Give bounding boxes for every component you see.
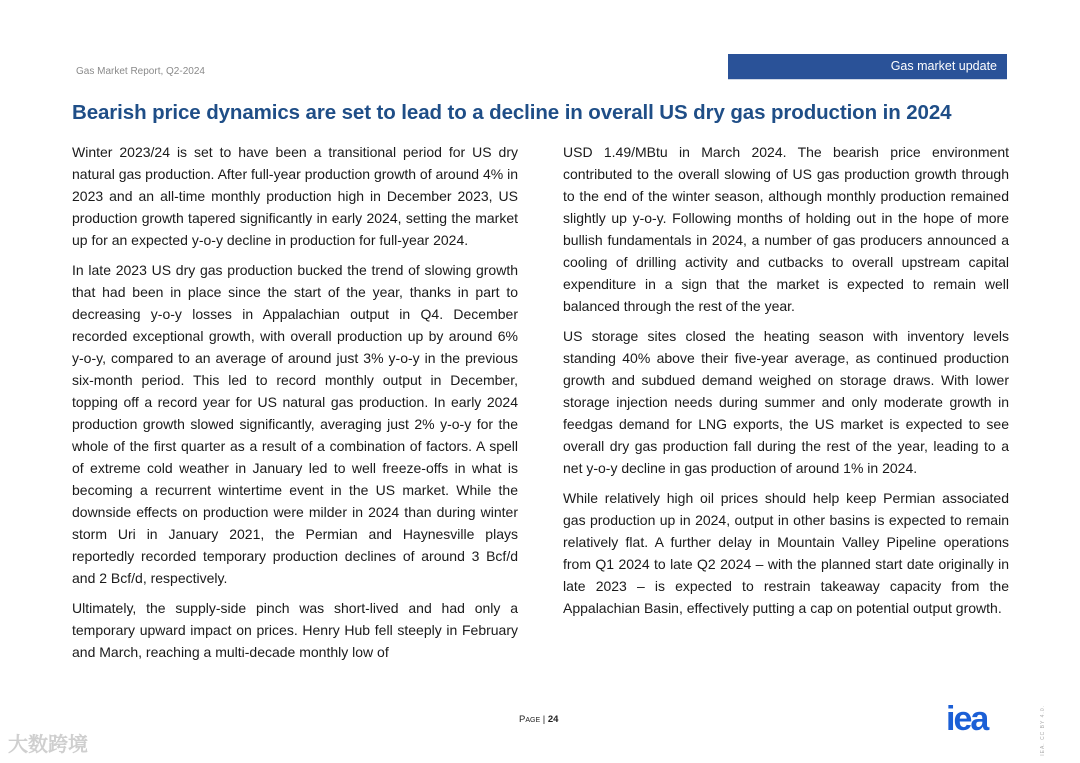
left-column bbox=[72, 141, 518, 671]
paragraph: Ultimately, the supply-side pinch was short-lived and had only a temporary upward impact on prices. Henry Hub fell steeply in February and March, reaching a multi-decade monthly low of bbox=[72, 600, 518, 660]
paragraph: In late 2023 US dry gas production bucked the trend of slowing growth that had been in place since the start of the year, thanks in part to decreasing y-o-y losses in Appalachian output in Q4. December recorded exceptional growth, with overall production up by around 6% y-o-y, compared to an average of around just 3% y-o-y in the previous six-month period. This led to record monthly output in December, topping off a record year for US natural gas production. In early 2024 production growth slowed significantly, averaging just 2% y-o-y for the whole of the first quarter as a result of a combination of factors. A spell of extreme cold weather in January led to well freeze-offs in what is becoming a recurrent wintertime event in the US market. While the downside effects on production were milder in 2024 than during winter storm Uri in January 2021, the Permian and Haynesville plays reportedly recorded temporary production declines of around 3 Bcf/d and 2 Bcf/d, respectively. bbox=[72, 262, 518, 586]
iea-logo: iea bbox=[946, 700, 988, 738]
page-label: Page bbox=[519, 714, 541, 725]
paragraph: Winter 2023/24 is set to have been a transitional period for US dry natural gas production. After full-year production growth of around 4% in 2023 and an all-time monthly production high in December 2023, US production growth tapered significantly in early 2024, setting the market up for an expected y-o-y decline in production for full-year 2024. bbox=[72, 144, 518, 248]
report-name: Gas Market Report, Q2-2024 bbox=[76, 66, 205, 77]
right-column bbox=[563, 141, 1009, 627]
paragraph: USD 1.49/MBtu in March 2024. The bearish price environment contributed to the overall slowing of US gas production growth through to the end of the winter season, although monthly production remained slightly up y-o-y. Following months of holding out in the hope of more bullish fundamentals in 2024, a number of gas producers announced a cooling of drilling activity and cutbacks to overall upstream capital expenditure in a sign that the market is expected to remain well balanced through the rest of the year. bbox=[563, 144, 1009, 314]
page-sep: | bbox=[540, 714, 548, 725]
watermark: 大数跨境 bbox=[8, 734, 88, 756]
section-tab: Gas market update bbox=[728, 54, 1007, 79]
paragraph: While relatively high oil prices should help keep Permian associated gas production up in 2024, output in other basins is expected to remain relatively flat. A further delay in Mountain Valley Pipeline operations from Q1 2024 to late Q2 2024 – with the planned start date originally in late 2023 – is expected to restrain takeaway capacity from the Appalachian Basin, effectively putting a cap on potential output growth. bbox=[563, 490, 1009, 616]
page-number-value: 24 bbox=[547, 714, 559, 725]
page-number bbox=[519, 714, 558, 725]
paragraph: US storage sites closed the heating season with inventory levels standing 40% above their five-year average, as continued production growth and subdued demand weighed on storage draws. With lower storage injection needs during summer and only moderate growth in feedgas demand for LNG exports, the US market is expected to see overall dry gas production fall during the rest of the year, leading to a net y-o-y decline in gas production of around 1% in 2024. bbox=[563, 328, 1009, 476]
page-title: Bearish price dynamics are set to lead to a decline in overall US dry gas production in 2024 bbox=[72, 101, 952, 124]
license-text: IEA. CC BY 4.0. bbox=[1040, 705, 1046, 756]
